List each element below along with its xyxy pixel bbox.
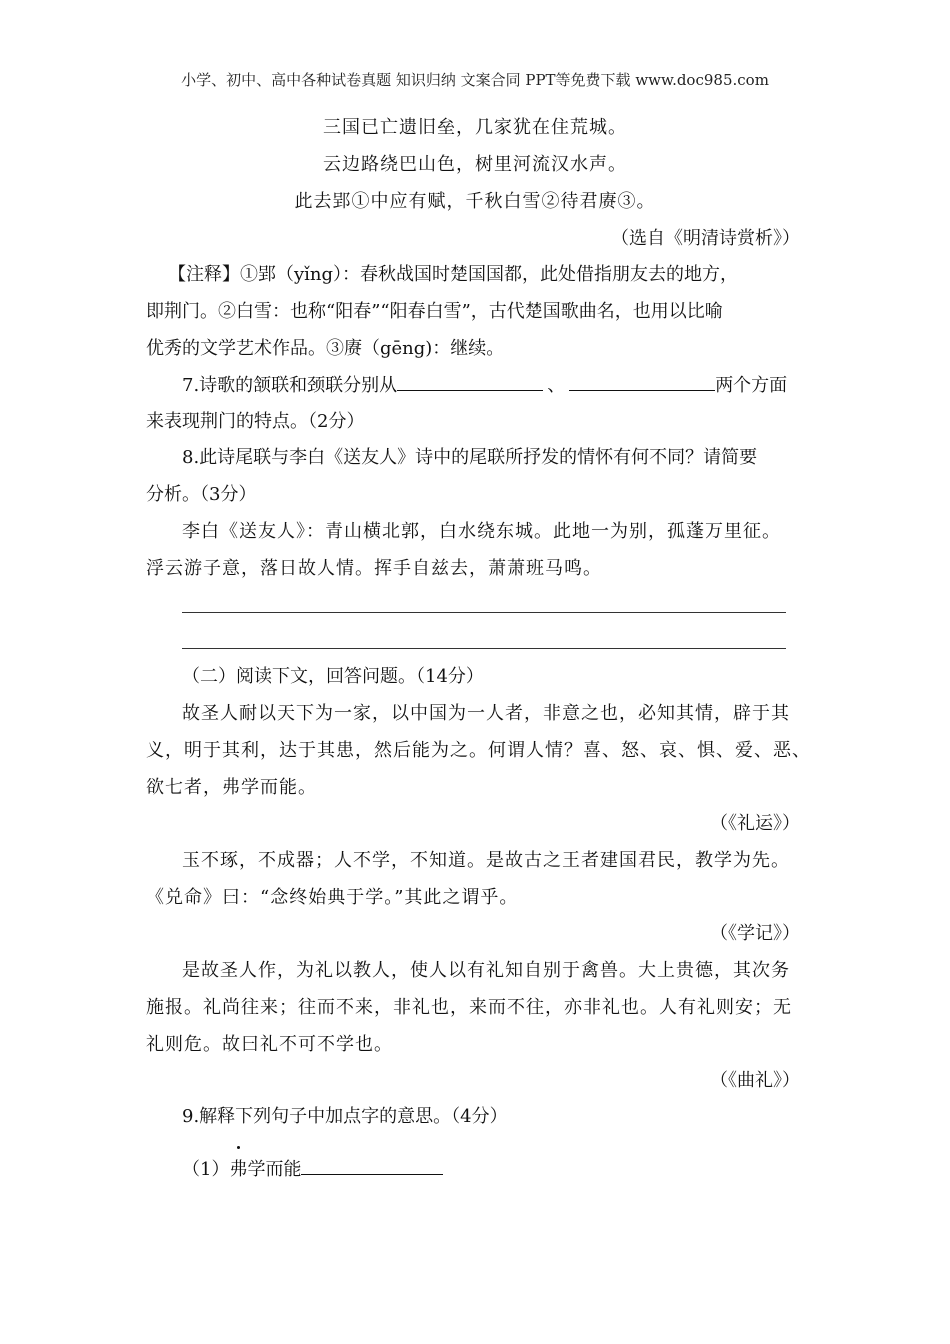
passage-3-line-3: 礼则危。故曰礼不可不学也。 [146, 1034, 393, 1055]
q8-answer-line-1[interactable] [182, 612, 786, 613]
q7-separator: 、 [547, 375, 566, 396]
q9-title: 9.解释下列句子中加点字的意思。（4分） [182, 1106, 508, 1127]
passage-1-source: （《礼运》） [710, 813, 800, 834]
q7-prompt: 7.诗歌的颔联和颈联分别从 [182, 375, 398, 396]
section-2-title: （二）阅读下文，回答问题。（14分） [182, 666, 484, 687]
poem-line-3: 此去郢①中应有赋，千秋白雪②待君赓③。 [294, 191, 656, 212]
note-line-1: 【注释】①郢（yǐng）：春秋战国时楚国国都，此处借指朋友去的地方， [168, 264, 739, 285]
passage-3-source: （《曲礼》） [710, 1070, 800, 1091]
q8-quote-line-2: 浮云游子意，落日故人情。挥手自兹去，萧萧班马鸣。 [146, 558, 602, 579]
passage-3-line-1: 是故圣人作，为礼以教人，使人以有礼知自别于禽兽。大上贵德，其次务 [182, 960, 790, 981]
q7-prompt-end: 两个方面 [715, 375, 788, 396]
page-header: 小学、初中、高中各种试卷真题 知识归纳 文案合同 PPT等免费下载 www.doc985.com [181, 71, 769, 89]
q7-line-2: 来表现荆门的特点。（2分） [146, 411, 365, 432]
q9-item-1 [182, 1156, 443, 1183]
q9-item-1-blank[interactable] [301, 1156, 443, 1175]
poem-line-2: 云边路绕巴山色，树里河流汉水声。 [323, 154, 627, 175]
poem-source: （选自《明清诗赏析》） [611, 228, 800, 249]
passage-3-line-2: 施报。礼尚往来；往而不来，非礼也，来而不往，亦非礼也。人有礼则安；无 [146, 997, 792, 1018]
q8-line-1: 8.此诗尾联与李白《送友人》诗中的尾联所抒发的情怀有何不同？请简要 [182, 447, 758, 468]
note-line-3: 优秀的文学艺术作品。③赓（gēng)：继续。 [146, 338, 505, 359]
note-line-2: 即荆门。②白雪：也称“阳春”“阳春白雪”，古代楚国歌曲名，也用以比喻 [146, 301, 723, 322]
passage-1-line-2: 义，明于其利，达于其患，然后能为之。何谓人情？喜、怒、哀、惧、爱、恶、 [146, 740, 811, 761]
q9-item-1-text: （1）弗学而能 [182, 1159, 302, 1180]
passage-2-line-1: 玉不琢，不成器；人不学，不知道。是故古之王者建国君民，教学为先。 [182, 850, 790, 871]
q8-quote-line-1: 李白《送友人》：青山横北郭，白水绕东城。此地一为别，孤蓬万里征。 [182, 521, 781, 542]
q7-blank-2[interactable] [569, 372, 715, 391]
passage-2-line-2: 《兑命》曰：“念终始典于学。”其此之谓乎。 [146, 887, 519, 908]
passage-1-line-1: 故圣人耐以天下为一家，以中国为一人者，非意之也，必知其情，辟于其 [182, 703, 790, 724]
emphasis-dot [237, 1146, 240, 1149]
q7-line-1 [182, 372, 787, 399]
passage-2-source: （《学记》） [710, 923, 800, 944]
poem-line-1: 三国已亡遗旧垒，几家犹在住荒城。 [323, 117, 627, 138]
q8-line-2: 分析。（3分） [146, 484, 257, 505]
passage-1-line-3: 欲七者，弗学而能。 [146, 777, 317, 798]
q8-answer-line-2[interactable] [182, 648, 786, 649]
q7-blank-1[interactable] [397, 372, 543, 391]
